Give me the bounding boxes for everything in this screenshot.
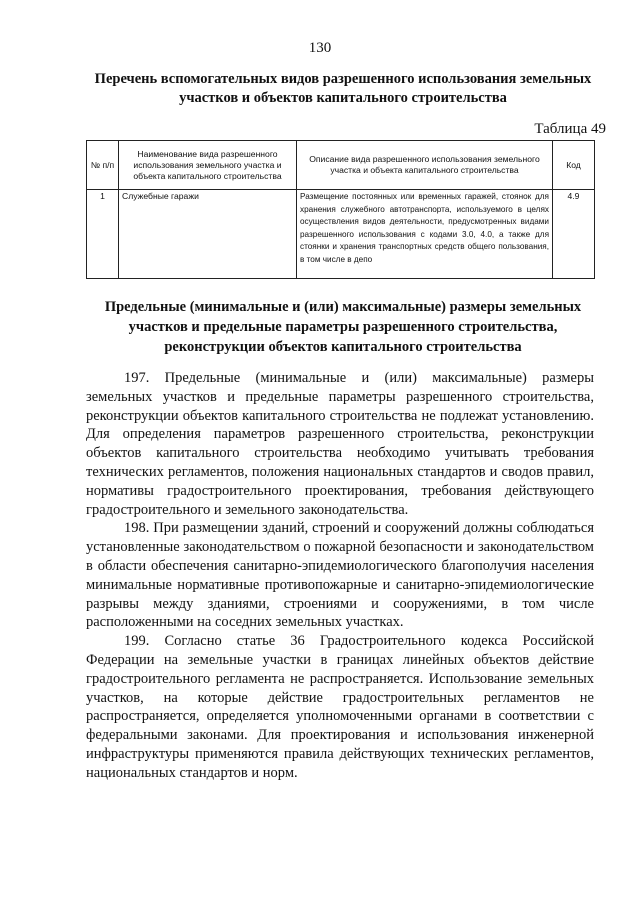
paragraph-198: 198. При размещении зданий, строений и сооружений должны соблюдаться установленные законодательством о пожарной безопасности и законодательством в области обеспечения санитарно-эпидемиологического благополучия населения минимальные нормативные противопожарные и санитарно-эпидемиологические разрывы между зданиями, строениями и сооружениями, в том числе расположенными на соседних земельных участках. <box>86 520 594 631</box>
table-caption: Таблица 49 <box>534 121 606 137</box>
header-description: Описание вида разрешенного использования земельного участка и объекта капитального строительства <box>297 141 553 190</box>
table-header-row <box>87 141 595 190</box>
paragraph-199: 199. Согласно статье 36 Градостроительного кодекса Российской Федерации на земельные участки в границах линейных объектов действие градостроительного регламента не распространяется. Использование земельных участков, на которые действие градостроительных регламентов не распространяется, определяется уполномоченными органами в соответствии с федеральными законами. Для проектирования и использования инженерной инфраструктуры применяются правила действующих технических регламентов, национальных стандартов и норм. <box>86 633 594 781</box>
row-name: Служебные гаражи <box>119 190 297 279</box>
row-description: Размещение постоянных или временных гаражей, стоянок для хранения служебного автотранспорта, используемого в целях осуществления видов деятельности, предусмотренных видами разрешенного использования с кодами 3.0, 4.0, а также для стоянки и хранения транспортных средств общего пользования, в том числе в депо <box>297 190 553 279</box>
header-code: Код <box>553 141 595 190</box>
section-title-limits: Предельные (минимальные и (или) максимальные) размеры земельных участков и предельные параметры разрешенного строительства, реконструкции объектов капитального строительства <box>104 299 582 355</box>
header-number: № п/п <box>87 141 119 190</box>
table-row <box>87 190 595 279</box>
header-name: Наименование вида разрешенного использования земельного участка и объекта капитального строительства <box>119 141 297 190</box>
row-number: 1 <box>87 190 119 279</box>
paragraph-197: 197. Предельные (минимальные и (или) максимальные) размеры земельных участков и предельные параметры разрешенного строительства, реконструкции объектов капитального строительства не подлежат установлению. Для определения параметров разрешенного строительства, реконструкции объектов капитального строительства необходимо учитывать требования технических регламентов, положения национальных стандартов и сводов правил, нормативы градостроительного проектирования, требования действующего градостроительного и земельного законодательства. <box>86 370 594 518</box>
page-number: 130 <box>308 40 332 56</box>
body-text <box>86 369 594 783</box>
uses-table <box>86 140 595 279</box>
section-title-auxiliary-uses: Перечень вспомогательных видов разрешенного использования земельных участков и объектов капитального строительства <box>94 71 592 106</box>
row-code: 4.9 <box>553 190 595 279</box>
